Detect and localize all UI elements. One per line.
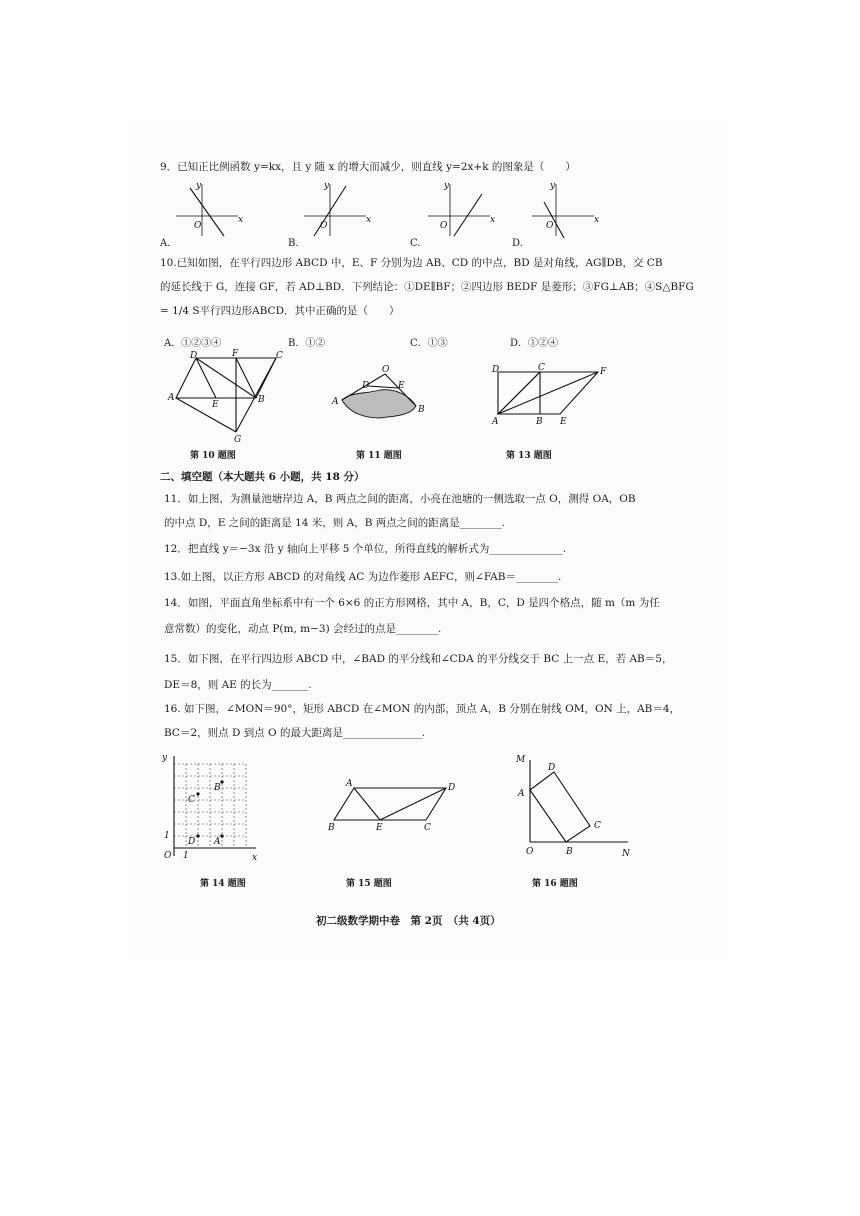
figure-11 <box>330 366 430 426</box>
fig13-label-f: F <box>600 367 607 377</box>
section2-heading: 二、填空题（本大题共 6 小题，共 18 分） <box>160 471 365 483</box>
figure-15 <box>326 776 466 836</box>
fig15-label-b: B <box>328 823 335 833</box>
q16-line1: 16. 如下图，∠MON＝90°，矩形 ABCD 在∠MON 的内部，顶点 A，B 分别在射线 OM，ON 上，AB＝4， <box>164 703 681 715</box>
fig13-label-d: D <box>492 365 500 375</box>
q9-option-a: A. <box>160 238 171 249</box>
fig15-label-a: A <box>346 779 353 789</box>
svg-text:O: O <box>440 221 448 231</box>
fig14-label-y: y <box>162 753 168 763</box>
fig16-label-b: B <box>566 847 573 857</box>
fig10-label-c: C <box>276 351 283 361</box>
fig16-label-n: N <box>622 849 630 859</box>
fig16-label-m: M <box>516 755 526 765</box>
figure-14 <box>160 752 260 862</box>
fig16-label-a: A <box>518 789 525 799</box>
q10-option-d: D．①②④ <box>510 338 559 349</box>
q9-graph-a <box>172 180 244 238</box>
page-footer: 初二级数学期中卷 第 2页 （共 4页） <box>316 915 501 927</box>
fig14-label-b: B <box>214 783 221 793</box>
fig14-label-o: O <box>164 851 172 861</box>
figure-16 <box>508 750 638 862</box>
fig14-label-y1: 1 <box>164 831 170 841</box>
q14-line2: 意常数）的变化，动点 P(m, m−3) 会经过的点是________. <box>164 623 442 635</box>
fig13-label-c: C <box>538 363 545 373</box>
fig10-label-a: A <box>168 393 175 403</box>
fig11-label-a: A <box>332 397 339 407</box>
q10-option-c: C．①③ <box>410 338 448 349</box>
fig14-label-a: A <box>214 837 221 847</box>
fig14-label-c: C <box>188 795 195 805</box>
q14-line1: 14．如图，平面直角坐标系中有一个 6×6 的正方形网格，其中 A，B，C，D 是四个格点，随 m（m 为任 <box>164 597 660 609</box>
fig15-label-e: E <box>376 823 383 833</box>
fig10-label-f: F <box>232 349 239 359</box>
q9-option-c: C. <box>410 238 421 249</box>
fig11-label-d: D <box>362 381 370 391</box>
fig14-label-x1: 1 <box>183 851 189 861</box>
fig16-label-o: O <box>526 847 534 857</box>
fig16-caption: 第 16 题图 <box>532 879 578 889</box>
q11-line1: 11．如上图，为测量池塘岸边 A，B 两点之间的距离，小亮在池塘的一侧选取一点 O，测得 OA，OB <box>164 493 636 505</box>
fig13-caption: 第 13 题图 <box>506 451 552 461</box>
fig13-label-b: B <box>536 417 543 427</box>
svg-text:y: y <box>550 181 556 191</box>
fig14-label-d: D <box>188 837 196 847</box>
fig11-label-e: E <box>398 381 405 391</box>
figure-13 <box>490 360 610 430</box>
svg-text:x: x <box>594 215 600 225</box>
q9-graph-c <box>424 180 496 238</box>
q9-graph-d <box>528 180 600 238</box>
svg-text:O: O <box>320 221 328 231</box>
svg-text:y: y <box>444 181 450 191</box>
q10-line1: 10.已知如图，在平行四边形 ABCD 中，E、F 分别为边 AB、CD 的中点，BD 是对角线，AG∥DB，交 CB <box>160 257 663 269</box>
fig15-label-c: C <box>424 823 431 833</box>
q13-line1: 13.如上图，以正方形 ABCD 的对角线 AC 为边作菱形 AEFC，则∠FAB＝________. <box>164 571 562 583</box>
fig16-label-c: C <box>594 821 601 831</box>
q9-option-d: D. <box>512 238 523 249</box>
fig15-caption: 第 15 题图 <box>346 879 392 889</box>
q15-line2: DE＝8，则 AE 的长为_______. <box>164 679 312 691</box>
fig15-label-d: D <box>448 783 456 793</box>
fig14-caption: 第 14 题图 <box>200 879 246 889</box>
svg-text:x: x <box>366 215 372 225</box>
fig11-caption: 第 11 题图 <box>356 451 402 461</box>
fig13-label-a: A <box>492 417 499 427</box>
fig13-label-e: E <box>560 417 567 427</box>
svg-text:y: y <box>196 181 202 191</box>
fig11-label-o: O <box>382 365 390 375</box>
q15-line1: 15．如下图，在平行四边形 ABCD 中，∠BAD 的平分线和∠CDA 的平分线交于 BC 上一点 E，若 AB＝5， <box>164 653 673 665</box>
q10-line2: 的延长线于 G，连接 GF，若 AD⊥BD．下列结论：①DE∥BF；②四边形 BEDF 是菱形；③FG⊥AB；④S△BFG <box>160 281 694 293</box>
fig11-label-b: B <box>418 405 425 415</box>
q10-option-b: B．①② <box>288 338 326 349</box>
q10-line3: = 1/4 S平行四边形ABCD．其中正确的是（ ） <box>160 305 400 317</box>
fig10-label-b: B <box>258 395 265 405</box>
svg-text:y: y <box>324 181 330 191</box>
fig16-label-d: D <box>548 763 556 773</box>
q11-line2: 的中点 D，E 之间的距离是 14 米，则 A，B 两点之间的距离是________. <box>164 517 506 529</box>
svg-text:O: O <box>546 221 554 231</box>
q9-text: 9．已知正比例函数 y=kx，且 y 随 x 的增大而减少，则直线 y=2x+k 的图象是（ ） <box>160 161 576 173</box>
fig14-label-x: x <box>252 853 258 863</box>
q9-option-b: B. <box>288 238 299 249</box>
q12-line1: 12．把直线 y＝−3x 沿 y 轴向上平移 5 个单位，所得直线的解析式为______________. <box>164 543 567 555</box>
q10-option-a: A．①②③④ <box>164 338 222 349</box>
fig10-label-g: G <box>234 435 242 445</box>
fig10-label-d: D <box>190 351 198 361</box>
q9-graph-b <box>300 180 372 238</box>
svg-text:x: x <box>238 215 244 225</box>
q16-line2: BC＝2，则点 D 到点 O 的最大距离是_______________. <box>164 727 426 739</box>
figure-10 <box>166 349 286 445</box>
fig10-caption: 第 10 题图 <box>190 451 236 461</box>
fig10-label-e: E <box>212 400 219 410</box>
svg-text:x: x <box>490 215 496 225</box>
svg-text:O: O <box>194 221 202 231</box>
